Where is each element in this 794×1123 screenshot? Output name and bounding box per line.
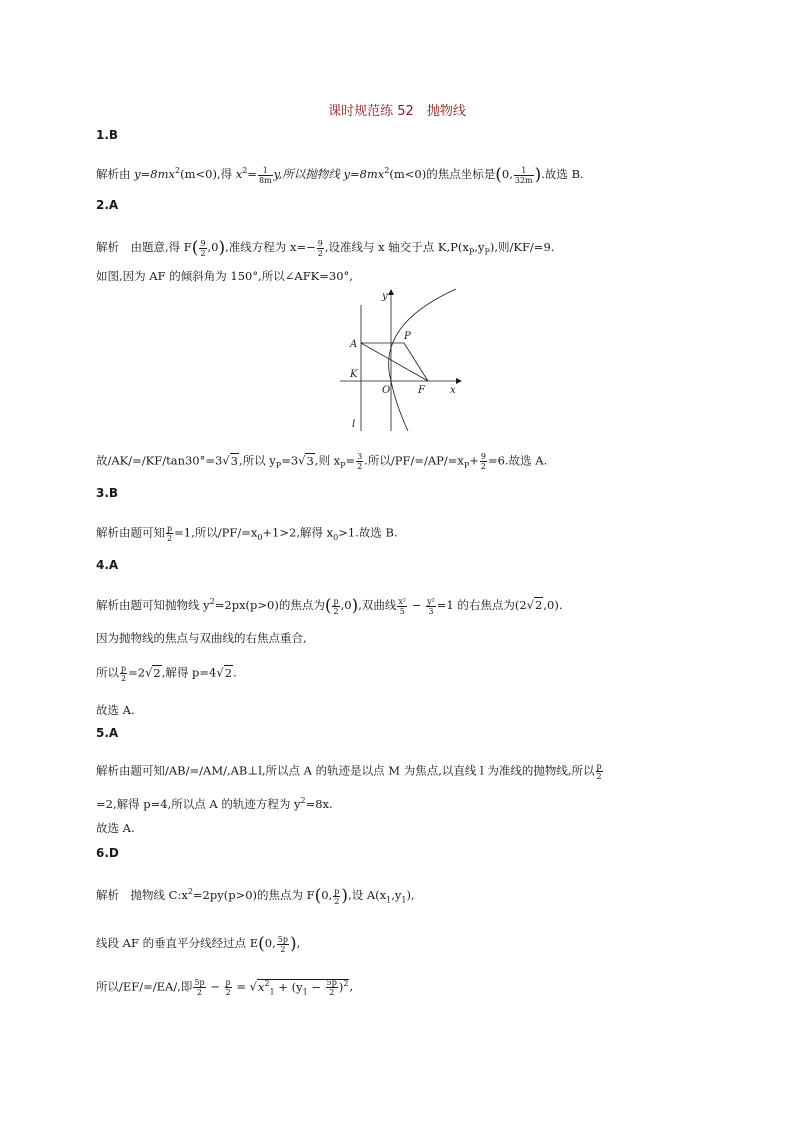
numerator: 9 <box>317 238 323 248</box>
parabola-curve <box>389 289 456 431</box>
fraction <box>333 887 340 906</box>
text: P <box>340 460 346 470</box>
text: 解析 由题意,得 F <box>96 240 192 254</box>
numerator: x² <box>398 596 407 606</box>
fraction <box>332 597 339 616</box>
text: (m<0),得 <box>180 167 236 181</box>
fraction <box>514 166 534 185</box>
text: ,准线方程为 x=− <box>225 240 316 254</box>
text: ,则 x <box>314 453 341 468</box>
text: = <box>345 453 356 468</box>
text: 所以/EF/=/EA/,即 <box>96 979 193 994</box>
text: , <box>349 979 354 994</box>
text: = <box>232 979 250 994</box>
text: 所以 <box>96 665 119 680</box>
label-l: l <box>352 419 356 430</box>
answer-2-line-2: 如图,因为 AF 的倾斜角为 150°,所以∠AFK=30°, <box>96 269 353 283</box>
text: >1.故选 B. <box>338 525 398 540</box>
numerator: 5p <box>194 978 205 987</box>
text: ,y <box>474 240 485 254</box>
text: 1 <box>269 986 275 996</box>
text: =8x. <box>305 797 333 811</box>
text: 2 <box>224 665 233 680</box>
text: .所以/PF/=/AP/=x <box>364 453 464 468</box>
denominator: 2 <box>167 534 173 543</box>
parabola-diagram <box>336 285 466 435</box>
text: 解析由题可知抛物线 y <box>96 598 210 612</box>
text: =1,所以/PF/=x <box>174 525 258 540</box>
numerator: p <box>596 762 602 771</box>
text: 故/AK/=/KF/tan30°=3 <box>96 453 223 468</box>
text: − <box>307 979 325 994</box>
text: 0 <box>333 532 339 542</box>
numerator: y² <box>427 596 435 606</box>
text: ,解得 p=4 <box>161 665 217 680</box>
text: − <box>206 979 224 994</box>
answer-6-number: 6.D <box>96 846 119 860</box>
fraction <box>120 664 127 683</box>
text: y,所以抛物线 <box>273 167 344 181</box>
text: =2,解得 p=4,所以点 A 的轨迹方程为 y <box>96 797 301 811</box>
text: 解析由题可知/AB/=/AM/,AB⊥l,所以点 A 的轨迹是以点 M 为焦点,以直线 l 为准线的抛物线,所以 <box>96 763 595 778</box>
denominator: 2 <box>121 674 127 683</box>
text: (m<0)的焦点坐标是 <box>389 167 496 181</box>
text: 解析由题可知 <box>96 525 165 540</box>
denominator: 2 <box>357 462 363 471</box>
denominator: 2 <box>334 896 340 906</box>
text: = <box>247 167 257 181</box>
text: =2px(p>0)的焦点为 <box>214 598 325 612</box>
text: 2 <box>242 166 248 176</box>
numerator: 3 <box>357 452 363 461</box>
text: ) <box>338 979 344 994</box>
text: ,0). <box>543 598 563 612</box>
text: .故选 B. <box>541 167 584 181</box>
fraction <box>356 452 363 471</box>
text: ,双曲线 <box>358 598 397 612</box>
text: 2 <box>384 166 390 176</box>
answer-4-line-3: 所以 $\frac{p}{2}$ =2√2,解得 p=4√2. <box>96 664 237 683</box>
denominator: 2 <box>333 606 339 616</box>
denominator: 2 <box>200 248 206 258</box>
label-K: K <box>350 369 358 380</box>
answer-4-line-2: 因为抛物线的焦点与双曲线的右焦点重合, <box>96 631 307 645</box>
fraction <box>596 762 603 781</box>
text: 0, <box>501 167 513 181</box>
fraction <box>225 978 232 997</box>
segment-AF <box>361 343 428 381</box>
text: 3 <box>230 453 238 468</box>
answer-4-line-1: 解析由题可知抛物线 $y^2=2px(p>0)$的焦点为( $\frac{p}{2}$ ,0),双曲线 $\frac{\text{x²}}{5}$ − $\frac{\text{y²}}{3}$ =1 的右焦点为(2√2,0). <box>96 596 563 616</box>
text: +1>2,解得 x <box>262 525 334 540</box>
denominator: 2 <box>196 988 203 997</box>
text: 2 <box>175 166 181 176</box>
denominator: 2 <box>317 248 323 258</box>
text: + <box>469 453 479 468</box>
text: ),则/KF/=9. <box>489 240 555 254</box>
text: P <box>468 247 475 257</box>
label-y: y <box>382 291 388 302</box>
text: =3 <box>281 453 299 468</box>
text: 2 <box>343 978 349 988</box>
label-F: F <box>418 385 425 396</box>
text: 线段 AF 的垂直平分线经过点 E <box>96 936 259 950</box>
text: ,y <box>391 888 402 902</box>
denominator: 3 <box>428 606 434 616</box>
text: y=8mx <box>343 167 385 181</box>
numerator: 1 <box>514 166 534 176</box>
text: 2 <box>209 597 215 607</box>
answer-1-explanation: 解析由 $y=8mx^2(m<0)$,得 $x^2=$ $\frac{1}{8m}$ y,所以抛物线 $y=8mx^2(m<0)$的焦点坐标是(0, $\frac{1}{32m}$ ).故选 B. <box>96 165 584 185</box>
text: 3 <box>306 453 314 468</box>
text: 2 <box>264 978 270 988</box>
segment-PF <box>404 343 428 381</box>
text: =2py(p>0)的焦点为 F <box>192 888 315 902</box>
answer-5-line-2 <box>96 796 333 812</box>
numerator: p <box>333 596 339 606</box>
answer-5-line-3: 故选 A. <box>96 821 135 835</box>
answer-2-line-1: 解析 由题意,得 F( $\frac{9}{2}$ ,0),准线方程为 x=− $\frac{9}{2}$ ,设准线与 x 轴交于点 $K,P(x_P,y_P)$,则/KF/=9. <box>96 238 555 258</box>
text: 1 <box>302 986 308 996</box>
denominator: 32m <box>514 175 533 185</box>
page-title: 课时规范练 52 抛物线 <box>328 104 466 119</box>
text: − <box>408 598 426 612</box>
fraction <box>326 978 338 997</box>
text: x <box>235 167 243 181</box>
denominator: 8m <box>258 175 272 185</box>
numerator: p <box>121 664 127 673</box>
text: P <box>463 460 470 470</box>
text: =1 的右焦点为(2 <box>436 598 527 612</box>
label-O: O <box>382 385 391 396</box>
answer-2-number: 2.A <box>96 198 119 212</box>
text: P <box>275 460 282 470</box>
fraction <box>193 978 205 997</box>
denominator: 2 <box>280 944 286 954</box>
label-A: A <box>350 339 358 350</box>
text: . <box>233 665 237 680</box>
text: ,设准线与 x 轴交于点 K,P(x <box>324 240 469 254</box>
fraction <box>317 239 324 258</box>
text: 解析 抛物线 C:x <box>96 888 188 902</box>
answer-6-line-1: 解析 抛物线 $C:x^2=2py(p>0)$的焦点为 F(0, $\frac{p}{2}$ ),设 $A(x_1,y_1)$, <box>96 886 415 906</box>
answer-1-number: 1.B <box>96 128 119 142</box>
text: =2 <box>128 665 146 680</box>
denominator: 2 <box>480 462 487 471</box>
fraction <box>199 239 206 258</box>
denominator: 2 <box>596 772 602 781</box>
fraction <box>258 166 273 185</box>
denominator: 2 <box>225 988 231 997</box>
text: + (y <box>274 979 303 994</box>
fraction <box>480 452 487 471</box>
text: ), <box>406 888 415 902</box>
text: , <box>296 936 301 950</box>
text: y=8mx <box>134 167 175 181</box>
text: 0, <box>264 936 276 950</box>
answer-3-number: 3.B <box>96 486 119 500</box>
text: ,所以 y <box>238 453 276 468</box>
numerator: p <box>334 886 340 896</box>
label-x: x <box>450 385 456 396</box>
text: ,0 <box>340 598 352 612</box>
fraction <box>277 935 289 954</box>
text: 0, <box>321 888 333 902</box>
answer-5-number: 5.A <box>96 726 119 740</box>
text: 1 <box>386 895 392 905</box>
answer-2-line-3: 故/AK/=/KF/tan30°=3√3,所以 $y_P=3√3$,则 $x_P=$ $\frac{3}{2}$ .所以$/PF/=/AP/=x_P+$ $\frac{9}{2}$ =6.故选 A. <box>96 452 548 471</box>
text: 1 <box>401 895 407 905</box>
denominator: 5 <box>399 606 405 616</box>
answer-5-line-1 <box>96 762 604 781</box>
answer-3-explanation <box>96 524 398 543</box>
text: 解析由 <box>96 167 135 181</box>
numerator: 5p <box>277 934 288 944</box>
answer-4-number: 4.A <box>96 558 119 572</box>
text: 2 <box>153 665 161 680</box>
parabola-figure <box>336 285 466 435</box>
answer-6-line-3: 所以/EF/=/EA/,即 $\frac{5p}{2}$ − $\frac{p}{2}$ = $√x^2_1 + (y_1$ − $\frac{5p}{2}$ )$^2$, <box>96 978 354 997</box>
numerator: 9 <box>480 452 487 461</box>
radicand <box>257 978 349 997</box>
numerator: 1 <box>258 166 273 176</box>
text: 2 <box>300 796 306 806</box>
text: 2 <box>535 598 543 612</box>
fraction <box>426 597 436 616</box>
numerator: p <box>167 524 173 533</box>
text: ,设 A(x <box>348 888 387 902</box>
numerator: 5p <box>326 978 337 987</box>
fraction <box>397 597 407 616</box>
text: =6.故选 A. <box>488 453 548 468</box>
text: x <box>257 979 265 994</box>
x-axis-arrow <box>456 378 462 384</box>
text: ,0 <box>207 240 219 254</box>
answer-4-line-4: 故选 A. <box>96 703 135 717</box>
y-axis-arrow <box>388 289 394 295</box>
text: P <box>484 247 490 257</box>
text: 0 <box>257 532 263 542</box>
answer-6-line-2: 线段 AF 的垂直平分线经过点 E(0, $\frac{5p}{2}$ ), <box>96 934 301 954</box>
label-P: P <box>404 331 411 342</box>
numerator: p <box>225 978 231 987</box>
numerator: 9 <box>200 238 206 248</box>
fraction <box>166 524 173 543</box>
denominator: 2 <box>329 988 335 997</box>
text: 2 <box>187 887 193 897</box>
